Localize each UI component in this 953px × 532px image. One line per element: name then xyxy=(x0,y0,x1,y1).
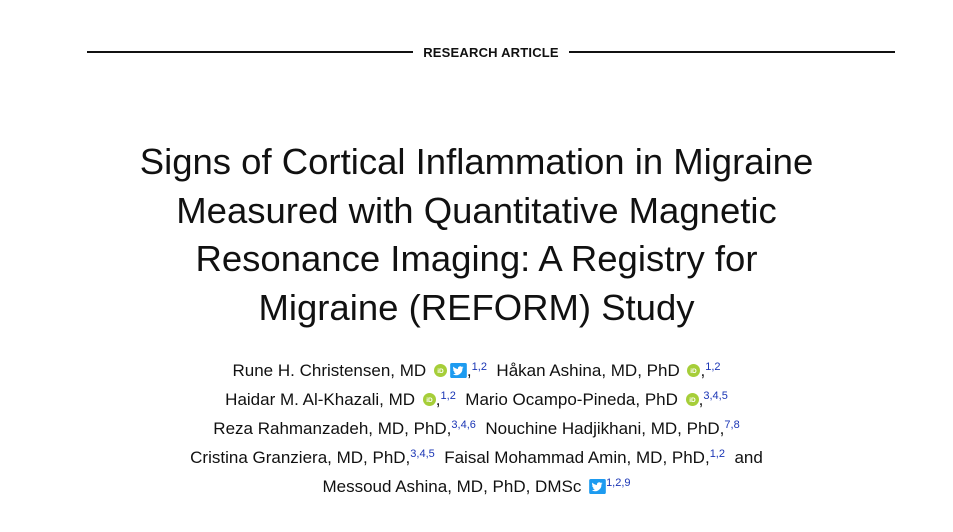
author-name: Faisal Mohammad Amin, MD, PhD, xyxy=(444,448,710,467)
author-name: Cristina Granziera, MD, PhD, xyxy=(190,448,411,467)
orcid-icon[interactable] xyxy=(423,393,436,406)
comma: , xyxy=(700,361,706,380)
author-name: Mario Ocampo-Pineda, PhD xyxy=(465,390,678,409)
author-line xyxy=(60,356,893,385)
author-line xyxy=(60,385,893,414)
article-header xyxy=(87,42,895,62)
title-line: Migraine (REFORM) Study xyxy=(258,286,695,328)
author-name: Nouchine Hadjikhani, MD, PhD, xyxy=(485,419,725,438)
affiliation-ref[interactable]: 3,4,5 xyxy=(410,448,435,460)
article-title xyxy=(60,138,893,332)
affiliation-ref[interactable]: 1,2,9 xyxy=(606,477,631,489)
title-line: Measured with Quantitative Magnetic xyxy=(176,189,777,231)
svg-text:iD: iD xyxy=(437,368,444,376)
affiliation-ref[interactable]: 7,8 xyxy=(724,419,740,431)
affiliation-ref[interactable]: 3,4,5 xyxy=(703,390,728,402)
author-name: Reza Rahmanzadeh, MD, PhD, xyxy=(213,419,452,438)
affiliation-ref[interactable]: 1,2 xyxy=(709,448,725,460)
author-list xyxy=(60,356,893,501)
twitter-icon[interactable] xyxy=(450,363,467,378)
author-name: Messoud Ashina, MD, PhD, DMSc xyxy=(322,477,582,496)
comma: , xyxy=(435,390,441,409)
comma: , xyxy=(698,390,704,409)
svg-text:iD: iD xyxy=(688,397,696,405)
orcid-icon[interactable] xyxy=(434,364,447,377)
affiliation-ref[interactable]: 1,2 xyxy=(440,390,456,402)
author-line xyxy=(60,414,893,443)
title-line: Signs of Cortical Inflammation in Migraine xyxy=(139,141,814,182)
orcid-icon[interactable] xyxy=(686,393,699,406)
twitter-icon[interactable] xyxy=(589,479,606,494)
affiliation-ref[interactable]: 1,2 xyxy=(471,361,487,373)
affiliation-ref[interactable]: 3,4,6 xyxy=(451,419,476,431)
author-name: Rune H. Christensen, MD xyxy=(232,361,427,380)
author-line xyxy=(60,443,893,472)
article-type-label: RESEARCH ARTICLE xyxy=(423,44,559,60)
author-name: Håkan Ashina, MD, PhD xyxy=(496,361,680,380)
orcid-icon[interactable] xyxy=(687,364,700,377)
title-line: Resonance Imaging: A Registry for xyxy=(195,238,758,279)
author-name: Haidar M. Al-Khazali, MD xyxy=(225,390,416,409)
author-line xyxy=(60,472,893,501)
header-rule-right xyxy=(569,51,895,53)
svg-text:iD: iD xyxy=(426,397,433,405)
and-connector: and xyxy=(734,448,763,467)
comma: , xyxy=(466,361,472,380)
header-rule-left xyxy=(87,51,413,53)
affiliation-ref[interactable]: 1,2 xyxy=(705,361,721,373)
svg-text:iD: iD xyxy=(690,368,698,376)
